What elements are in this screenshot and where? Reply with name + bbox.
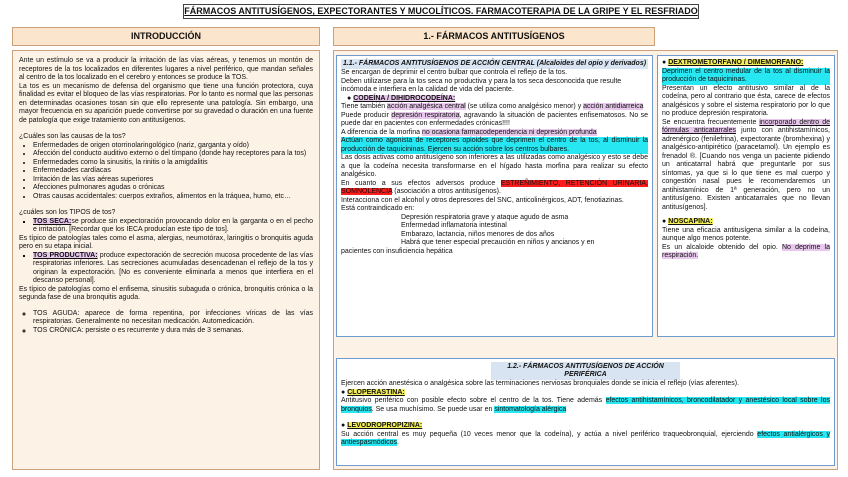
intro-paragraph-2: La tos es un mecanismo de defensa del organismo que tiene una función protectora, cuya finalidad es evitar el bloqueo de las vías respiratorias. Por lo tanto es normal que las personas en determinadas ocasiones tosan sin que ello represente una patología. Sin embargo, una mayor frecuencia en su aparición puede convertirse por su gravedad o duración en una fuente de patología que exige tratamiento con antitusígenos. [19,82,313,124]
cause-item: • Afecciones pulmonares agudas o crónicas [33,184,313,193]
dex-heading: ● DEXTROMETORFANO / DIMEMORFANO: [662,59,804,66]
cloperastina-heading: ● CLOPERASTINA: [341,388,405,396]
cause-item: • Enfermedades de origen otorrinolaringológico (nariz, garganta y oído) [33,142,313,151]
codeina-adverse: En cuanto a sus efectos adversos produce ESTREÑIMIENTO, RETENCIÓN URINARIA, SOMNOLENCIA (asociación a otros antitusígenos). [341,179,648,195]
types-list-2 [19,252,313,286]
contra-item: Depresión respiratoria grave y ataque agudo de asma [401,213,569,221]
tos-productiva-label: TOS PRODUCTIVA: [33,251,98,259]
tos-productiva-text: produce expectoración de secreción mucosa procedente de las vías respiratorias inferiores. Las secreciones acumuladas desencadenan el reflejo de la tos y originan la expectoración. [No es conveniente eliminarla a menos que interfiera en el descanso personal]. [33,251,313,284]
intro-header: INTRODUCCIÓN [12,27,320,46]
cloperastina-label: CLOPERASTINA: [347,388,405,396]
codeina-line-3: A diferencia de la morfina no ocasiona farmacodependencia ni depresión profunda [341,128,597,136]
contraindications-title: Está contraindicado en: [341,205,415,212]
types-question: ¿cuáles son los TIPOS de tos? [19,209,116,216]
codeina-heading: ● CODEÍNA / DIHIDROCODEÍNA: [347,94,456,102]
contra-end: pacientes con insuficiencia hepática [341,247,453,255]
central-line-2: Deben utilizarse para la tos seca no productiva y para la tos seca desconocida que resulte incómoda e interfiera en la calidad de vida del paciente. [341,77,622,93]
codeina-dose: Las dosis activas como antitusígeno son inferiores a las utilizadas como analgésico y esto se debe a que la codeína necesita transformarse en el hígado hasta morfina para realizar su efecto analgésico. [341,154,648,178]
noscapina-heading: ● NOSCAPINA: [662,218,713,225]
dex-label: DEXTROMETORFANO / DIMEMORFANO: [668,59,804,66]
peripheral-line-1: Ejercen acción anestésica o analgésica sobre las terminaciones nerviosas bronquiales donde se inicia el reflejo (vías aferentes). [341,380,740,387]
central-action-box [336,55,653,337]
levodropropizina-heading: ● LEVODROPROPIZINA: [341,422,423,429]
codeina-mechanism: Actúan como agonista de receptores opioides que deprimen el centro de la tos, al disminuir la producción de taquicininas. Ejercen su acción sobre los centros bulbares. [341,137,648,153]
cause-item: • Enfermedades cardíacas [33,167,313,176]
levodropropizina-label: LEVODROPROPIZINA: [347,422,423,429]
dex-line-1: Deprimen el centro medular de la tos al disminuir la producción de taquicininas. [662,67,830,83]
intro-panel [12,50,320,470]
tos-seca-item [33,218,313,235]
tos-aguda-item: ◦ TOS AGUDA: aparece de forma repentina, por infecciones víricas de las vías respiratorias. Generalmente no necesitan medicación. Automedicación. [33,310,313,327]
causes-question: ¿Cuáles son las causas de la tos? [19,133,126,140]
tos-productiva-item [33,252,313,286]
tos-productiva-note: Es típico de patologías como el enfisema, sinusitis subaguda o crónica, bronquitis crónica o la segunda fase de una bronquitis aguda. [19,285,313,301]
cause-item: • Enfermedades como la sinusitis, la rinitis o la amigdalitis [33,159,313,168]
peripheral-action-box [336,358,835,466]
dextrometorfano-box [657,55,835,337]
causes-list [19,142,313,202]
types-list-1 [19,218,313,235]
antitusigenos-header: 1.- FÁRMACOS ANTITUSÍGENOS [333,27,655,46]
cause-item: • Afección del conducto auditivo externo o del tímpano (donde hay receptores para la tos) [33,150,313,159]
document-title: FÁRMACOS ANTITUSÍGENOS, EXPECTORANTES Y MUCOLÍTICOS. FARMACOTERAPIA DE LA GRIPE Y EL RESFRIADO [183,4,699,19]
dex-line-2: Presentan un efecto antitusivo similar al de la codeína, pero al contrario que ésta, carece de efectos analgésicos y sobre el sistema respiratorio por lo que no produce depresión respiratoria. [662,84,830,117]
tos-seca-text: se produce sin expectoración provocando dolor en la garganta o en el pecho e irritación. [Recordar que los IECA producían este tipo de tos]. [33,217,313,233]
tos-cronica-item: ◦ TOS CRÓNICA: persiste o es recurrente y dura más de 3 semanas. [33,327,313,336]
levodropropizina-text: Su acción central es muy pequeña (10 veces menor que la codeína), y actúa a nivel periférico traqueobronquial, ejerciendo efectos antialérgicos y antiespasmódicos. [341,430,830,446]
noscapina-line-1: Tiene una eficacia antitusígena similar a la codeína, aunque algo menos potente. [662,226,830,242]
central-subheader: 1.1.- FÁRMACOS ANTITUSÍGENOS DE ACCIÓN CENTRAL (Alcaloides del opio y derivados) [342,60,647,67]
central-line-1: Se encargan de deprimir el centro bulbar que controla el reflejo de la tos. [341,69,568,76]
codeina-interactions: Interacciona con el alcohol y otros depresores del SNC, anticolinérgicos, ADT, fenotiazinas. [341,196,624,204]
dex-line-3: Se encuentra frecuentemente incorporado dentro de fórmulas anticatarrales junto con antihistamínicos, adrenérgico (fenilefrina), expectorante (bromhexina) y analgésico-antipirético (paracetamol). Un ejemplo es frenadol ®. [Cuando nos venga un paciente pidiendo un anticatarral habrá que preguntarle por sus síntomas, ya que si lo que tiene es mal cuerpo y congestión nasal pues le recomendaremos un antihistamínico de 1ª generación, pero no un antitusígeno. Existen anticatarrales que no llevan antitusígenos]. [662,118,830,211]
peripheral-subheader: 1.2.- FÁRMACOS ANTITUSÍGENOS DE ACCIÓN PERIFÉRICA [491,362,680,380]
codeina-line-1: Tiene también acción analgésica central (se utiliza como analgésico menor) y acción antidiarreica [341,103,644,110]
cause-item: • Otras causas accidentales: cuerpos extraños, alimentos en la tráquea, humo, etc… [33,193,313,202]
cloperastina-text: Antitusivo periférico con posible efecto sobre el centro de la tos. Tiene además efectos antihistamínicos, broncodilatador y anestésico local sobre los bronquios. Se usa muchísimo. Se puede usar en sintomatología alérgica [341,397,830,413]
codeina-label: CODEÍNA / DIHIDROCODEÍNA: [353,94,456,102]
intro-paragraph-1: Ante un estímulo se va a producir la irritación de las vías aéreas, y tenemos un montón de receptores de la tos localizados en diferentes lugares a nivel periférico, que mandan señales al centro de la tos localizado en el cerebro y entonces se produce la TOS. [19,57,313,81]
tos-seca-note: Es típico de patologías tales como el asma, alergias, neumotórax, laringitis o bronquitis aguda pero en su etapa inicial. [19,234,313,250]
codeina-line-2: Puede producir depresión respiratoria, agravando la situación de pacientes enfisematosos. No se puede dar en pacientes con enfermedades crónicas!!!! [341,111,649,127]
noscapina-label: NOSCAPINA: [668,218,713,225]
cause-item: • Irritación de las vías aéreas superiores [33,176,313,185]
contra-item: Habrá que tener especial precaución en niños y ancianos y en [401,239,595,246]
contra-item: Embarazo, lactancia, niños menores de dos años [401,230,555,238]
contra-item: Enfermedad inflamatoria intestinal [401,222,507,229]
types-list-3 [19,310,313,336]
noscapina-line-2: Es un alcaloide obtenido del opio. No deprime la respiración. [662,243,831,259]
tos-seca-label: TOS SECA: [33,217,72,225]
